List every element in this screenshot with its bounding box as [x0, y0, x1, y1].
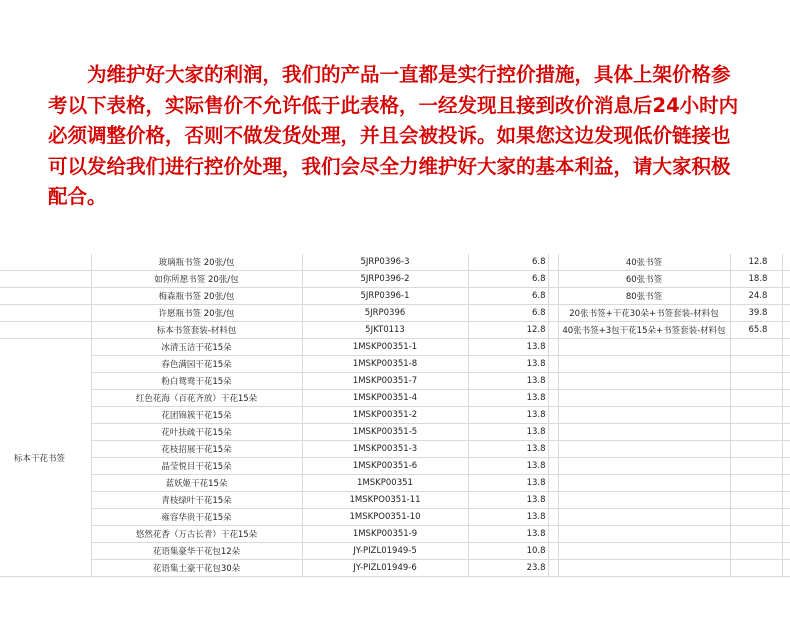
pack-name — [558, 560, 730, 577]
product-code: 5JKT0113 — [302, 322, 468, 339]
table-row — [0, 407, 790, 424]
edge-cell — [782, 509, 790, 526]
product-code: 1MSKP00351-4 — [302, 390, 468, 407]
pack-name — [558, 424, 730, 441]
product-name: 蓝妖姬干花15朵 — [91, 475, 302, 492]
pack-name: 80张书签 — [558, 288, 730, 305]
table-row — [0, 271, 790, 288]
spacer-cell — [548, 424, 558, 441]
pack-price — [730, 543, 782, 560]
spacer-cell — [548, 322, 558, 339]
pack-name — [558, 356, 730, 373]
product-price: 23.8 — [468, 560, 548, 577]
category-cell — [0, 271, 91, 288]
pack-price: 24.8 — [730, 288, 782, 305]
price-table — [0, 254, 790, 577]
product-price: 6.8 — [468, 288, 548, 305]
pack-price — [730, 475, 782, 492]
table-row — [0, 288, 790, 305]
spacer-cell — [548, 254, 558, 271]
edge-cell — [782, 373, 790, 390]
table-row — [0, 339, 790, 356]
pack-price — [730, 424, 782, 441]
pack-name — [558, 373, 730, 390]
product-name: 许愿瓶书签 20张/包 — [91, 305, 302, 322]
product-price: 13.8 — [468, 509, 548, 526]
pack-price — [730, 441, 782, 458]
edge-cell — [782, 441, 790, 458]
product-code: 1MSKP00351-3 — [302, 441, 468, 458]
product-price: 6.8 — [468, 254, 548, 271]
edge-cell — [782, 407, 790, 424]
product-name: 雍容华贵干花15朵 — [91, 509, 302, 526]
product-code: 1MSKP00351-1 — [302, 339, 468, 356]
pack-price — [730, 526, 782, 543]
pack-name: 20张书签+干花30朵+书签套装-材料包 — [558, 305, 730, 322]
product-name: 冰清玉洁干花15朵 — [91, 339, 302, 356]
edge-cell — [782, 322, 790, 339]
table-row — [0, 458, 790, 475]
edge-cell — [782, 271, 790, 288]
product-code: 5JRP0396-1 — [302, 288, 468, 305]
product-code: 5JRP0396-2 — [302, 271, 468, 288]
table-row — [0, 509, 790, 526]
product-name: 花语集土豪干花包30朵 — [91, 560, 302, 577]
category-cell — [0, 288, 91, 305]
table-row — [0, 322, 790, 339]
product-price: 13.8 — [468, 390, 548, 407]
pack-price — [730, 492, 782, 509]
product-name: 标本书签套装-材料包 — [91, 322, 302, 339]
product-name: 春色满园干花15朵 — [91, 356, 302, 373]
table-row — [0, 254, 790, 271]
product-code: 1MSKP00351-8 — [302, 356, 468, 373]
category-label: 标本干花书签 — [0, 339, 91, 577]
spacer-cell — [548, 509, 558, 526]
pack-price: 65.8 — [730, 322, 782, 339]
pack-name — [558, 475, 730, 492]
spacer-cell — [548, 339, 558, 356]
spacer-cell — [548, 373, 558, 390]
product-code: 1MSKP00351-2 — [302, 407, 468, 424]
spacer-cell — [548, 390, 558, 407]
table-row — [0, 441, 790, 458]
product-price: 13.8 — [468, 441, 548, 458]
pack-price: 12.8 — [730, 254, 782, 271]
product-price: 13.8 — [468, 407, 548, 424]
product-price: 13.8 — [468, 424, 548, 441]
price-control-notice — [48, 60, 748, 213]
pack-name — [558, 441, 730, 458]
product-name: 红色花海（百花齐放）干花15朵 — [91, 390, 302, 407]
table-row — [0, 305, 790, 322]
category-cell — [0, 322, 91, 339]
product-price: 13.8 — [468, 356, 548, 373]
pack-name — [558, 458, 730, 475]
edge-cell — [782, 424, 790, 441]
product-code: 1MSKP00351-7 — [302, 373, 468, 390]
pack-price — [730, 373, 782, 390]
table-row — [0, 492, 790, 509]
pack-price — [730, 390, 782, 407]
product-price: 10.8 — [468, 543, 548, 560]
spacer-cell — [548, 492, 558, 509]
spacer-cell — [548, 356, 558, 373]
product-name: 花团锦簇干花15朵 — [91, 407, 302, 424]
product-price: 13.8 — [468, 373, 548, 390]
pack-name — [558, 492, 730, 509]
pack-name — [558, 407, 730, 424]
table-row — [0, 390, 790, 407]
table-row — [0, 356, 790, 373]
product-code: 1MSKP00351 — [302, 475, 468, 492]
edge-cell — [782, 526, 790, 543]
pack-price — [730, 339, 782, 356]
edge-cell — [782, 305, 790, 322]
price-table-body — [0, 254, 790, 577]
product-price: 13.8 — [468, 492, 548, 509]
edge-cell — [782, 560, 790, 577]
pack-name — [558, 509, 730, 526]
product-price: 13.8 — [468, 475, 548, 492]
pack-name: 60张书签 — [558, 271, 730, 288]
pack-name: 40张书签+3包干花15朵+书签套装-材料包 — [558, 322, 730, 339]
edge-cell — [782, 543, 790, 560]
spacer-cell — [548, 305, 558, 322]
product-price: 6.8 — [468, 271, 548, 288]
product-code: JY-PIZL01949-5 — [302, 543, 468, 560]
notice-text: 为维护好大家的利润，我们的产品一直都是实行控价措施，具体上架价格参考以下表格，实际售价不允许低于此表格，一经发现且接到改价消息后24小时内必须调整价格，否则不做发货处理，并且会被投诉。如果您这边发现低价链接也可以发给我们进行控价处理，我们会尽全力维护好大家的基本利益，请大家积极配合。 — [48, 63, 739, 208]
product-name: 晶莹悦目干花15朵 — [91, 458, 302, 475]
product-name: 粉白鸳鸯干花15朵 — [91, 373, 302, 390]
product-name: 花叶扶疏干花15朵 — [91, 424, 302, 441]
table-row — [0, 475, 790, 492]
product-code: 5JRP0396-3 — [302, 254, 468, 271]
edge-cell — [782, 492, 790, 509]
spacer-cell — [548, 407, 558, 424]
product-name: 玻璃瓶书签 20张/包 — [91, 254, 302, 271]
category-cell — [0, 254, 91, 271]
spacer-cell — [548, 458, 558, 475]
edge-cell — [782, 254, 790, 271]
spacer-cell — [548, 526, 558, 543]
product-code: 1MSKP00351-6 — [302, 458, 468, 475]
product-name: 花枝招展干花15朵 — [91, 441, 302, 458]
product-name: 如你所愿书签 20张/包 — [91, 271, 302, 288]
product-code: 5JRP0396 — [302, 305, 468, 322]
product-name: 花语集豪华干花包12朵 — [91, 543, 302, 560]
pack-price: 18.8 — [730, 271, 782, 288]
spacer-cell — [548, 288, 558, 305]
product-code: 1MSKP00351-9 — [302, 526, 468, 543]
pack-name — [558, 543, 730, 560]
pack-name — [558, 339, 730, 356]
pack-price — [730, 356, 782, 373]
product-name: 青枝绿叶干花15朵 — [91, 492, 302, 509]
pack-name — [558, 526, 730, 543]
pack-price — [730, 509, 782, 526]
spacer-cell — [548, 475, 558, 492]
table-row — [0, 373, 790, 390]
product-code: 1MSKP00351-5 — [302, 424, 468, 441]
table-row — [0, 560, 790, 577]
pack-price: 39.8 — [730, 305, 782, 322]
spacer-cell — [548, 543, 558, 560]
category-cell — [0, 305, 91, 322]
spacer-cell — [548, 441, 558, 458]
product-price: 13.8 — [468, 526, 548, 543]
product-code: 1MSKPO0351-11 — [302, 492, 468, 509]
pack-name: 40张书签 — [558, 254, 730, 271]
edge-cell — [782, 288, 790, 305]
spacer-cell — [548, 271, 558, 288]
product-price: 13.8 — [468, 339, 548, 356]
product-name: 悠然花香（万古长青）干花15朵 — [91, 526, 302, 543]
product-code: JY-PIZL01949-6 — [302, 560, 468, 577]
edge-cell — [782, 390, 790, 407]
edge-cell — [782, 475, 790, 492]
pack-price — [730, 458, 782, 475]
product-price: 13.8 — [468, 458, 548, 475]
edge-cell — [782, 356, 790, 373]
table-row — [0, 526, 790, 543]
product-name: 梅森瓶书签 20张/包 — [91, 288, 302, 305]
product-price: 6.8 — [468, 305, 548, 322]
spacer-cell — [548, 560, 558, 577]
product-price: 12.8 — [468, 322, 548, 339]
pack-price — [730, 560, 782, 577]
edge-cell — [782, 458, 790, 475]
table-row — [0, 424, 790, 441]
edge-cell — [782, 339, 790, 356]
table-row — [0, 543, 790, 560]
product-code: 1MSKPO0351-10 — [302, 509, 468, 526]
pack-price — [730, 407, 782, 424]
pack-name — [558, 390, 730, 407]
